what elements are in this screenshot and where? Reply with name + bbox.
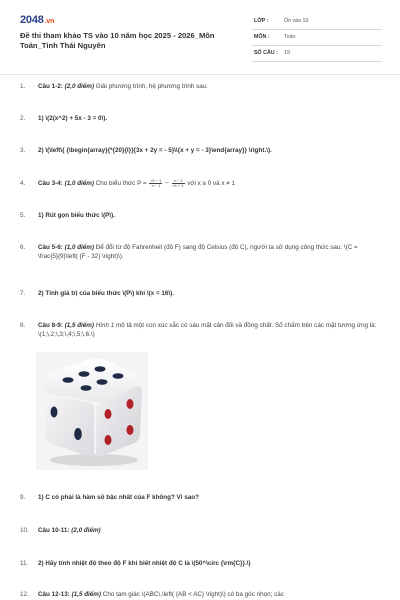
- item-text: [38, 493, 378, 502]
- item-points: (2,0 điểm): [64, 83, 94, 90]
- item-text: [38, 211, 378, 220]
- item-heading: Câu 1-2:: [38, 83, 63, 90]
- item-condition: với x ≥ 0 và x ≠ 1: [185, 180, 236, 188]
- item-heading: Câu 5-6:: [38, 244, 63, 251]
- item-text: [38, 559, 378, 568]
- document-header: [0, 0, 400, 75]
- item-number: 1.: [20, 83, 26, 90]
- item-heading: Câu 3-4:: [38, 180, 63, 188]
- item-points: (1,5 điểm): [64, 322, 94, 329]
- item-text: [38, 114, 378, 123]
- meta-row-subject: [252, 30, 382, 46]
- item-points: (2,0 điểm): [71, 527, 101, 534]
- item-number: 7.: [20, 290, 26, 297]
- item-text: [38, 179, 378, 188]
- meta-label: LỚP :: [254, 18, 269, 24]
- item-points: (1,0 điểm): [64, 244, 94, 251]
- item-heading: 1) \(2(x^2) + 5x - 3 = 0\).: [38, 115, 108, 122]
- meta-value: Ôn vào 10: [284, 18, 309, 24]
- item-points: (1,5 điểm): [71, 591, 102, 598]
- figure-reference: Hình 1: [95, 322, 115, 329]
- item-heading: Câu 10-11:: [38, 527, 70, 534]
- item-number: 10.: [20, 527, 29, 534]
- item-text: [38, 590, 378, 599]
- exam-meta-table: [252, 14, 382, 62]
- item-text: [38, 321, 378, 339]
- logo-suffix: .vn: [44, 18, 55, 25]
- item-body: Giải phương trình, hệ phương trình sau:: [94, 83, 209, 90]
- meta-row-count: [252, 46, 382, 62]
- item-body: Để đổi từ độ Fahrenheit (độ F) sang độ Celsius (độ C), người ta sử dụng công thức sau: \(C = \frac{5}{9}\left( {F - 32} \right)\).: [38, 244, 358, 260]
- site-logo[interactable]: [20, 14, 54, 26]
- fraction-2: $\frac{x - 1}{√x + 1}$: [172, 178, 184, 188]
- item-text: [38, 146, 378, 155]
- meta-label: SỐ CÂU :: [254, 50, 278, 56]
- logo-main: 2048: [20, 14, 44, 26]
- item-heading: Câu 8-9:: [38, 322, 63, 329]
- fraction-1: $\frac{√x - 1}{x - 1}$: [150, 178, 162, 188]
- item-text: [38, 289, 378, 298]
- item-text: [38, 526, 378, 535]
- meta-label: MÔN :: [254, 34, 270, 40]
- item-number: 4.: [20, 180, 26, 187]
- item-heading: 2) Tính giá trị của biểu thức \(P\) khi \(x = 16\).: [38, 290, 174, 297]
- item-body: Cho biểu thức P =: [94, 180, 147, 188]
- item-number: 6.: [20, 244, 26, 251]
- item-number: 3.: [20, 147, 26, 154]
- item-heading: Câu 12-13:: [38, 591, 70, 598]
- item-heading: 2) Hãy tính nhiệt độ theo độ F khi biết nhiệt độ C là \(50^\circ {\rm{C}}.\): [38, 560, 251, 567]
- item-number: 11.: [20, 560, 29, 567]
- item-number: 9.: [20, 494, 26, 501]
- item-heading: 1) C có phải là hàm số bậc nhất của F không? Vì sao?: [38, 494, 199, 501]
- item-text: [38, 243, 378, 261]
- item-body: mô tả một con xúc xắc có sáu mặt cân đối và đồng chất. Số chấm trên các mặt tương ứng là: \(1;\,2;\,3;\,4;\,5;\,6.\): [38, 322, 377, 338]
- minus-sign: −: [163, 180, 171, 188]
- meta-value: 19: [284, 50, 290, 56]
- item-body: Cho tam giác \(ABC\,\left( {AB < AC} \right)\) có ba góc nhọn; các: [101, 591, 284, 598]
- item-heading: 2) \(\left\{ {\begin{array}{*{20}{l}}{3x + 2y = - 5}\\{x + y = - 3}\end{array}} \right.\).: [38, 147, 272, 154]
- item-number: 2.: [20, 115, 26, 122]
- item-number: 5.: [20, 212, 26, 219]
- meta-value: Toán: [284, 34, 296, 40]
- exam-title: Đề thi tham khảo TS vào 10 năm học 2025 - 2026_Môn Toán_Tỉnh Thái Nguyên: [20, 31, 215, 50]
- item-points: (1,0 điểm): [64, 180, 94, 188]
- item-number: 12.: [20, 591, 29, 598]
- item-text: [38, 82, 378, 91]
- item-number: 8.: [20, 322, 26, 329]
- item-heading: 1) Rút gọn biểu thức \(P\).: [38, 212, 115, 219]
- dice-image: [36, 352, 148, 470]
- meta-row-class: [252, 14, 382, 30]
